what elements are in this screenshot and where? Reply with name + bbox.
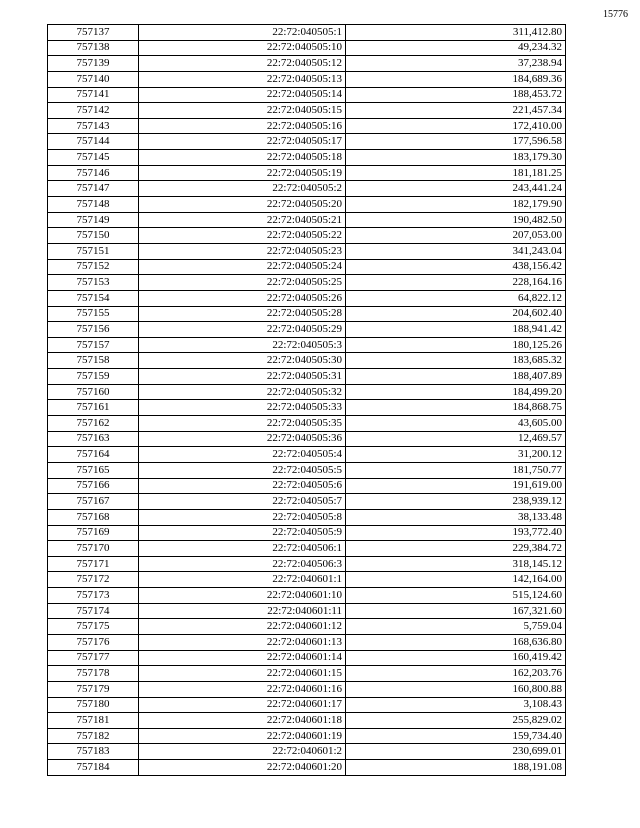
cadastral-number-cell: 22:72:040601:16 [139,681,346,697]
cadastral-value-cell: 160,800.88 [346,681,566,697]
table-row [48,431,566,447]
table-row [48,666,566,682]
table-row [48,650,566,666]
table-row [48,25,566,41]
table-row [48,588,566,604]
cadastral-number-cell: 22:72:040505:31 [139,369,346,385]
table-row [48,556,566,572]
row-number-cell: 757158 [48,353,139,369]
table-row [48,290,566,306]
cadastral-value-cell: 162,203.76 [346,666,566,682]
cadastral-number-cell: 22:72:040505:19 [139,165,346,181]
cadastral-value-cell: 160,419.42 [346,650,566,666]
row-number-cell: 757168 [48,509,139,525]
table-row [48,760,566,776]
cadastral-value-table [47,24,566,776]
cadastral-value-cell: 38,133.48 [346,509,566,525]
cadastral-number-cell: 22:72:040505:24 [139,259,346,275]
cadastral-value-cell: 230,699.01 [346,744,566,760]
cadastral-value-cell: 167,321.60 [346,603,566,619]
cadastral-value-cell: 207,053.00 [346,228,566,244]
cadastral-number-cell: 22:72:040506:3 [139,556,346,572]
cadastral-value-cell: 172,410.00 [346,118,566,134]
row-number-cell: 757140 [48,71,139,87]
table-body [48,25,566,776]
row-number-cell: 757153 [48,275,139,291]
cadastral-value-cell: 177,596.58 [346,134,566,150]
table-row [48,681,566,697]
cadastral-number-cell: 22:72:040601:20 [139,760,346,776]
cadastral-number-cell: 22:72:040601:2 [139,744,346,760]
table-row [48,228,566,244]
row-number-cell: 757139 [48,56,139,72]
table-row [48,181,566,197]
row-number-cell: 757164 [48,447,139,463]
cadastral-number-cell: 22:72:040505:26 [139,290,346,306]
table-row [48,697,566,713]
cadastral-value-cell: 142,164.00 [346,572,566,588]
row-number-cell: 757182 [48,728,139,744]
row-number-cell: 757184 [48,760,139,776]
cadastral-number-cell: 22:72:040505:13 [139,71,346,87]
cadastral-number-cell: 22:72:040601:18 [139,713,346,729]
table-row [48,494,566,510]
cadastral-value-cell: 318,145.12 [346,556,566,572]
table-row [48,259,566,275]
table-row [48,56,566,72]
table-row [48,619,566,635]
table-row [48,447,566,463]
cadastral-number-cell: 22:72:040505:1 [139,25,346,41]
cadastral-number-cell: 22:72:040505:17 [139,134,346,150]
table-row [48,87,566,103]
cadastral-value-cell: 438,156.42 [346,259,566,275]
row-number-cell: 757138 [48,40,139,56]
row-number-cell: 757169 [48,525,139,541]
row-number-cell: 757137 [48,25,139,41]
cadastral-number-cell: 22:72:040506:1 [139,541,346,557]
cadastral-value-cell: 193,772.40 [346,525,566,541]
cadastral-number-cell: 22:72:040505:9 [139,525,346,541]
row-number-cell: 757151 [48,243,139,259]
cadastral-value-cell: 31,200.12 [346,447,566,463]
cadastral-number-cell: 22:72:040601:14 [139,650,346,666]
row-number-cell: 757183 [48,744,139,760]
row-number-cell: 757144 [48,134,139,150]
cadastral-value-cell: 159,734.40 [346,728,566,744]
table-row [48,165,566,181]
table-row [48,525,566,541]
row-number-cell: 757172 [48,572,139,588]
cadastral-value-cell: 311,412.80 [346,25,566,41]
row-number-cell: 757180 [48,697,139,713]
cadastral-value-cell: 188,941.42 [346,322,566,338]
cadastral-number-cell: 22:72:040505:33 [139,400,346,416]
table-row [48,572,566,588]
cadastral-number-cell: 22:72:040505:36 [139,431,346,447]
row-number-cell: 757155 [48,306,139,322]
cadastral-value-cell: 243,441.24 [346,181,566,197]
row-number-cell: 757156 [48,322,139,338]
row-number-cell: 757148 [48,197,139,213]
row-number-cell: 757159 [48,369,139,385]
cadastral-number-cell: 22:72:040601:12 [139,619,346,635]
cadastral-number-cell: 22:72:040505:3 [139,337,346,353]
cadastral-value-cell: 64,822.12 [346,290,566,306]
cadastral-value-cell: 182,179.90 [346,197,566,213]
table-row [48,212,566,228]
cadastral-value-cell: 184,868.75 [346,400,566,416]
cadastral-number-cell: 22:72:040505:7 [139,494,346,510]
table-row [48,384,566,400]
row-number-cell: 757166 [48,478,139,494]
cadastral-number-cell: 22:72:040505:6 [139,478,346,494]
table-row [48,118,566,134]
table-row [48,744,566,760]
cadastral-value-cell: 191,619.00 [346,478,566,494]
cadastral-value-cell: 181,750.77 [346,462,566,478]
cadastral-number-cell: 22:72:040601:17 [139,697,346,713]
cadastral-number-cell: 22:72:040505:23 [139,243,346,259]
row-number-cell: 757163 [48,431,139,447]
row-number-cell: 757165 [48,462,139,478]
cadastral-number-cell: 22:72:040505:14 [139,87,346,103]
cadastral-number-cell: 22:72:040505:5 [139,462,346,478]
row-number-cell: 757176 [48,634,139,650]
row-number-cell: 757181 [48,713,139,729]
cadastral-value-cell: 181,181.25 [346,165,566,181]
table-row [48,634,566,650]
row-number-cell: 757143 [48,118,139,134]
table-row [48,416,566,432]
cadastral-number-cell: 22:72:040601:15 [139,666,346,682]
cadastral-number-cell: 22:72:040505:4 [139,447,346,463]
cadastral-number-cell: 22:72:040505:10 [139,40,346,56]
cadastral-value-cell: 37,238.94 [346,56,566,72]
table-row [48,509,566,525]
table-row [48,728,566,744]
cadastral-value-cell: 49,234.32 [346,40,566,56]
row-number-cell: 757175 [48,619,139,635]
cadastral-number-cell: 22:72:040505:12 [139,56,346,72]
row-number-cell: 757142 [48,103,139,119]
table-row [48,275,566,291]
table-row [48,103,566,119]
cadastral-number-cell: 22:72:040505:32 [139,384,346,400]
row-number-cell: 757179 [48,681,139,697]
table-row [48,369,566,385]
cadastral-number-cell: 22:72:040505:28 [139,306,346,322]
cadastral-value-cell: 12,469.57 [346,431,566,447]
cadastral-number-cell: 22:72:040601:1 [139,572,346,588]
row-number-cell: 757167 [48,494,139,510]
cadastral-value-cell: 341,243.04 [346,243,566,259]
cadastral-number-cell: 22:72:040505:35 [139,416,346,432]
cadastral-number-cell: 22:72:040505:16 [139,118,346,134]
cadastral-value-cell: 190,482.50 [346,212,566,228]
cadastral-value-cell: 188,407.89 [346,369,566,385]
row-number-cell: 757154 [48,290,139,306]
cadastral-number-cell: 22:72:040505:22 [139,228,346,244]
table-row [48,462,566,478]
table-row [48,603,566,619]
cadastral-number-cell: 22:72:040601:19 [139,728,346,744]
cadastral-number-cell: 22:72:040505:21 [139,212,346,228]
cadastral-value-cell: 184,499.20 [346,384,566,400]
table-row [48,197,566,213]
cadastral-value-cell: 515,124.60 [346,588,566,604]
row-number-cell: 757145 [48,150,139,166]
cadastral-number-cell: 22:72:040505:18 [139,150,346,166]
cadastral-number-cell: 22:72:040505:29 [139,322,346,338]
cadastral-value-cell: 228,164.16 [346,275,566,291]
row-number-cell: 757157 [48,337,139,353]
cadastral-number-cell: 22:72:040505:20 [139,197,346,213]
table-row [48,71,566,87]
table-row [48,337,566,353]
cadastral-value-cell: 180,125.26 [346,337,566,353]
cadastral-number-cell: 22:72:040505:8 [139,509,346,525]
cadastral-value-cell: 229,384.72 [346,541,566,557]
row-number-cell: 757162 [48,416,139,432]
table-row [48,353,566,369]
row-number-cell: 757170 [48,541,139,557]
cadastral-value-cell: 43,605.00 [346,416,566,432]
cadastral-value-cell: 183,685.32 [346,353,566,369]
cadastral-value-cell: 183,179.30 [346,150,566,166]
row-number-cell: 757147 [48,181,139,197]
cadastral-value-cell: 188,453.72 [346,87,566,103]
row-number-cell: 757161 [48,400,139,416]
cadastral-number-cell: 22:72:040505:15 [139,103,346,119]
row-number-cell: 757178 [48,666,139,682]
table-row [48,243,566,259]
cadastral-value-cell: 5,759.04 [346,619,566,635]
row-number-cell: 757174 [48,603,139,619]
row-number-cell: 757160 [48,384,139,400]
cadastral-value-cell: 168,636.80 [346,634,566,650]
row-number-cell: 757152 [48,259,139,275]
row-number-cell: 757141 [48,87,139,103]
table-row [48,400,566,416]
table-row [48,478,566,494]
cadastral-value-cell: 238,939.12 [346,494,566,510]
cadastral-value-cell: 188,191.08 [346,760,566,776]
row-number-cell: 757149 [48,212,139,228]
row-number-cell: 757150 [48,228,139,244]
table-row [48,541,566,557]
cadastral-number-cell: 22:72:040601:13 [139,634,346,650]
cadastral-number-cell: 22:72:040505:25 [139,275,346,291]
cadastral-number-cell: 22:72:040601:10 [139,588,346,604]
row-number-cell: 757177 [48,650,139,666]
cadastral-number-cell: 22:72:040601:11 [139,603,346,619]
table-row [48,40,566,56]
cadastral-number-cell: 22:72:040505:2 [139,181,346,197]
row-number-cell: 757173 [48,588,139,604]
cadastral-value-cell: 204,602.40 [346,306,566,322]
cadastral-value-cell: 255,829.02 [346,713,566,729]
cadastral-number-cell: 22:72:040505:30 [139,353,346,369]
row-number-cell: 757171 [48,556,139,572]
table-row [48,306,566,322]
cadastral-value-cell: 184,689.36 [346,71,566,87]
table-row [48,134,566,150]
row-number-cell: 757146 [48,165,139,181]
cadastral-value-cell: 3,108.43 [346,697,566,713]
table-row [48,713,566,729]
page-number: 15776 [603,9,628,20]
table-row [48,322,566,338]
cadastral-value-cell: 221,457.34 [346,103,566,119]
table-row [48,150,566,166]
